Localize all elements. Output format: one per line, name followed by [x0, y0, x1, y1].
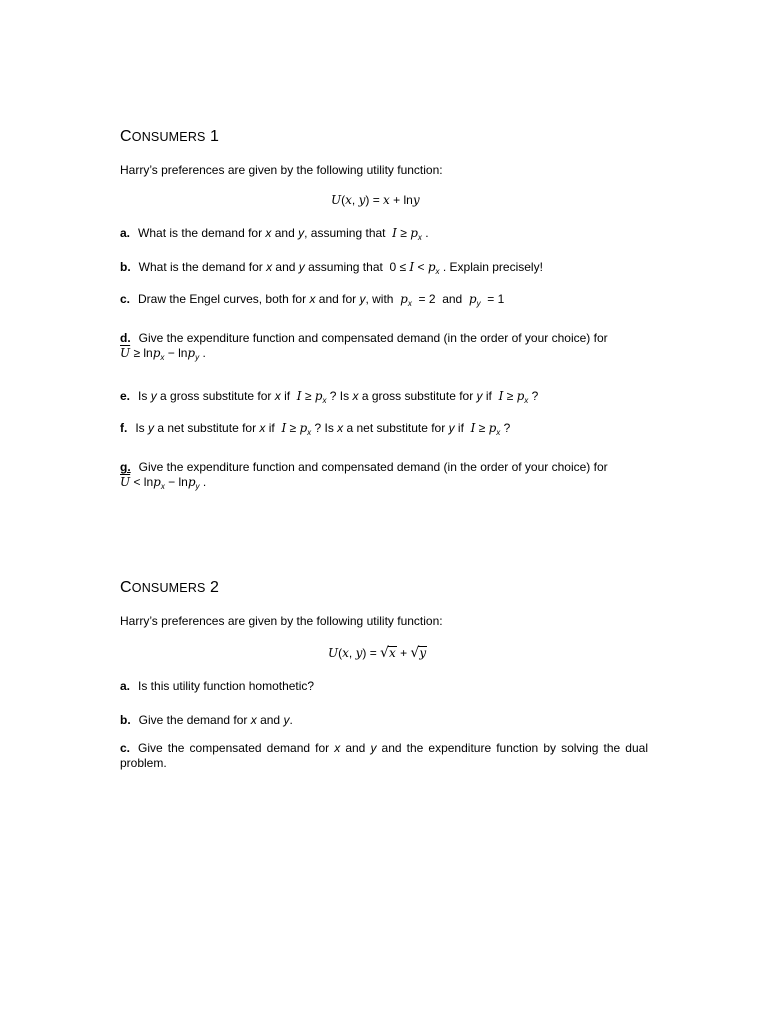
item-label: a. [120, 679, 131, 693]
section-2-utility-equation: U(x, y) = √x + √y [328, 645, 427, 661]
item-label: b. [120, 713, 131, 727]
section-1-utility-equation: U(x, y) = x + lny [331, 193, 420, 207]
section-1-item-f: f. Is y a net substitute for x if $I \ge p_x$ ? Is x a net substitute for y if $I \ge p_x$ ? [120, 421, 511, 437]
section-2-intro: Harry’s preferences are given by the following utility function: [120, 614, 443, 628]
section-2-heading [120, 579, 219, 597]
heading-rest: ONSUMERS [131, 130, 206, 144]
section-1-item-c: c. Draw the Engel curves, both for x and for y, with $p_x = 2$ and $p_y = 1$ [120, 292, 505, 308]
section-2-item-a: a. Is this utility function homothetic? [120, 679, 315, 693]
item-label: e. [120, 389, 131, 403]
heading-number: 1 [209, 128, 220, 145]
item-label: c. [120, 741, 131, 755]
item-label: g. [120, 460, 131, 474]
section-2-item-c: c. Give the compensated demand for x and y and the expenditure function by solving the dual problem. [120, 741, 648, 770]
item-label: d. [120, 331, 131, 345]
section-1-intro: Harry’s preferences are given by the following utility function: [120, 163, 443, 177]
item-label: f. [120, 421, 128, 435]
section-1-item-a: a. What is the demand for x and y, assuming that $I \ge p_x$ . [120, 226, 429, 242]
heading-initial: C [120, 579, 132, 596]
section-1-item-e: e. Is y a gross substitute for x if $I \ge p_x$ ? Is x a gross substitute for y if $I \ge p_x$ ? [120, 389, 539, 405]
item-label: a. [120, 226, 131, 240]
heading-rest: ONSUMERS [131, 581, 206, 595]
item-label: b. [120, 260, 131, 274]
heading-initial: C [120, 128, 132, 145]
section-1-item-d: d. Give the expenditure function and compensated demand (in the order of your choice) for $\overline{U} \ge \ln p_x - \ln p_y$ . [120, 331, 608, 362]
section-1-heading [120, 128, 219, 146]
heading-number: 2 [209, 579, 220, 596]
section-1-item-g: g. Give the expenditure function and compensated demand (in the order of your choice) for $\overline{U} < \ln p_x - \ln p_y$ . [120, 460, 608, 491]
section-2-item-b: b. Give the demand for x and y. [120, 713, 293, 727]
section-1-item-b: b. What is the demand for x and y assuming that $0 \le I < p_x$ . Explain precisely! [120, 260, 543, 276]
item-label: c. [120, 292, 131, 306]
